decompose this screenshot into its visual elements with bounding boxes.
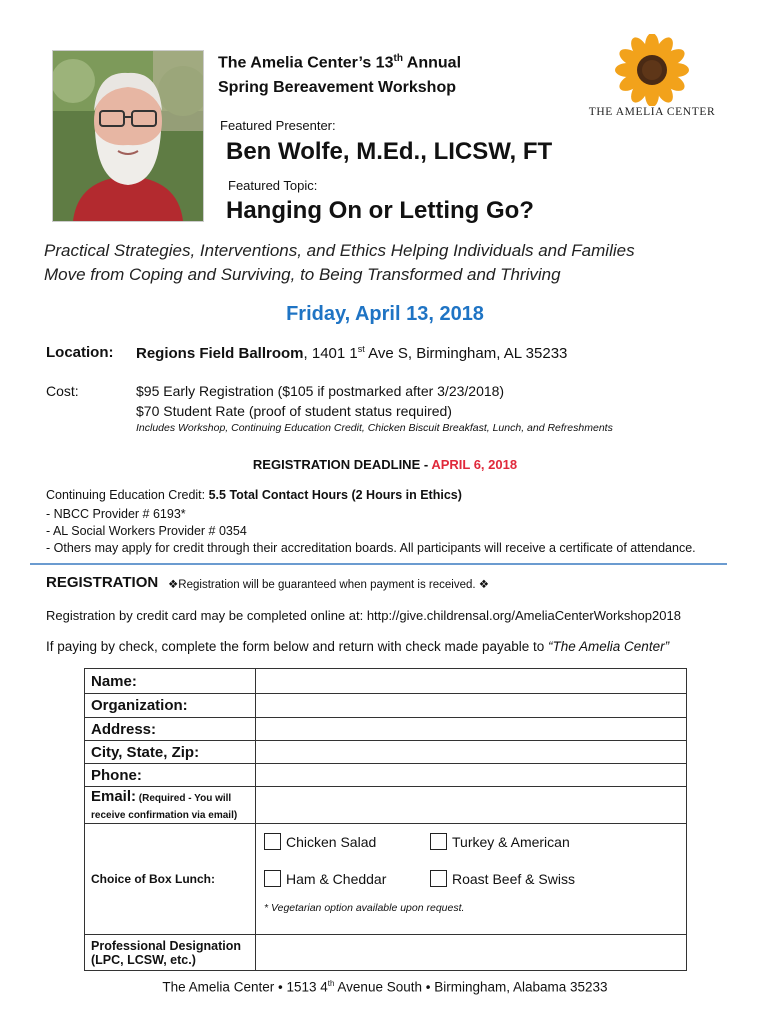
option-ham-cheddar[interactable]: Ham & Cheddar bbox=[264, 870, 386, 887]
presenter-name: Ben Wolfe, M.Ed., LICSW, FT bbox=[226, 138, 553, 165]
option-turkey-american[interactable]: Turkey & American bbox=[430, 833, 570, 850]
topic-name: Hanging On or Letting Go? bbox=[226, 197, 534, 224]
lunch-label: Choice of Box Lunch: bbox=[85, 824, 256, 935]
address-label: Address: bbox=[85, 718, 256, 741]
registration-note: ❖Registration will be guaranteed when payment is received. ❖ bbox=[168, 579, 490, 591]
topic-label: Featured Topic: bbox=[228, 178, 318, 193]
vegetarian-note: * Vegetarian option available upon request. bbox=[264, 902, 465, 914]
cost-includes: Includes Workshop, Continuing Education Credit, Chicken Biscuit Breakfast, Lunch, and Refreshments bbox=[136, 422, 613, 434]
event-date: Friday, April 13, 2018 bbox=[286, 303, 484, 325]
checkbox[interactable] bbox=[430, 833, 447, 850]
phone-field[interactable] bbox=[256, 764, 687, 787]
cost-early: $95 Early Registration ($105 if postmarked after 3/23/2018) bbox=[136, 383, 505, 399]
name-label: Name: bbox=[85, 669, 256, 694]
checkbox[interactable] bbox=[264, 833, 281, 850]
ce-item: - NBCC Provider # 6193* bbox=[46, 507, 186, 521]
option-chicken-salad[interactable]: Chicken Salad bbox=[264, 833, 376, 850]
registration-form bbox=[84, 668, 687, 971]
designation-field[interactable] bbox=[256, 935, 687, 971]
section-divider bbox=[30, 563, 727, 565]
designation-label: Professional Designation (LPC, LCSW, etc.) bbox=[85, 935, 256, 971]
location-label: Location: bbox=[46, 344, 114, 361]
ce-item: - AL Social Workers Provider # 0354 bbox=[46, 524, 247, 538]
checkbox[interactable] bbox=[430, 870, 447, 887]
presenter-photo bbox=[52, 50, 204, 222]
location-value: Regions Field Ballroom, 1401 1st Ave S, Birmingham, AL 35233 bbox=[136, 344, 568, 362]
lunch-options bbox=[256, 824, 687, 935]
presenter-label: Featured Presenter: bbox=[220, 118, 336, 133]
name-field[interactable] bbox=[256, 669, 687, 694]
ce-item: - Others may apply for credit through their accreditation boards. All participants will receive a certificate of attendance. bbox=[46, 541, 696, 555]
workshop-title: The Amelia Center’s 13th Annual Spring Bereavement Workshop bbox=[218, 53, 462, 97]
footer-address: The Amelia Center • 1513 4th Avenue South • Birmingham, Alabama 35233 bbox=[162, 979, 608, 995]
city-label: City, State, Zip: bbox=[85, 741, 256, 764]
check-payment-text: If paying by check, complete the form below and return with check made payable to “The Amelia Center” bbox=[46, 639, 670, 654]
logo-text: THE AMELIA CENTER bbox=[588, 106, 716, 118]
registration-heading: REGISTRATION bbox=[46, 574, 159, 591]
email-field[interactable] bbox=[256, 787, 687, 824]
sunflower-icon bbox=[582, 34, 722, 106]
organization-field[interactable] bbox=[256, 694, 687, 718]
city-field[interactable] bbox=[256, 741, 687, 764]
ce-credit: Continuing Education Credit: 5.5 Total Contact Hours (2 Hours in Ethics) bbox=[46, 488, 462, 502]
option-roast-beef-swiss[interactable]: Roast Beef & Swiss bbox=[430, 870, 575, 887]
amelia-center-logo bbox=[582, 34, 722, 126]
cost-student: $70 Student Rate (proof of student status required) bbox=[136, 403, 452, 419]
workshop-subtitle: Practical Strategies, Interventions, and Ethics Helping Individuals and Families Move from Coping and Surviving, to Being Transformed and Thriving bbox=[44, 241, 635, 284]
address-field[interactable] bbox=[256, 718, 687, 741]
checkbox[interactable] bbox=[264, 870, 281, 887]
phone-label: Phone: bbox=[85, 764, 256, 787]
email-label: Email: (Required - You will receive confirmation via email) bbox=[85, 787, 256, 824]
organization-label: Organization: bbox=[85, 694, 256, 718]
online-registration-text: Registration by credit card may be completed online at: http://give.childrensal.org/AmeliaCenterWorkshop2018 bbox=[46, 608, 681, 623]
registration-deadline: REGISTRATION DEADLINE - APRIL 6, 2018 bbox=[252, 457, 518, 472]
cost-label: Cost: bbox=[46, 383, 79, 399]
